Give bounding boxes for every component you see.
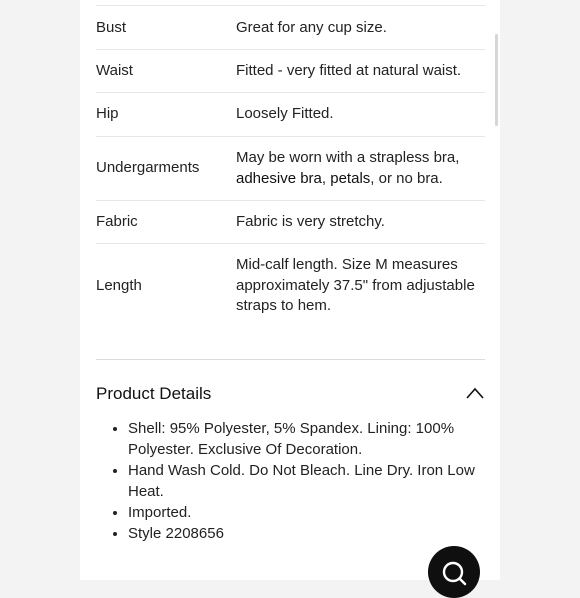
fit-label: Length — [96, 277, 142, 294]
fit-row-bust — [96, 6, 485, 50]
list-item: Imported. — [128, 502, 513, 523]
fit-label: Hip — [96, 105, 119, 123]
fit-row-length — [96, 244, 485, 360]
product-details-list — [96, 418, 513, 544]
search-chat-icon — [440, 559, 468, 587]
fit-value: Fitted - very fitted at natural waist. — [236, 61, 462, 79]
fit-row-waist — [96, 50, 485, 93]
fit-row-undergarments — [96, 137, 485, 201]
fit-label: Bust — [96, 19, 127, 36]
adhesive-bra-link[interactable]: adhesive bra — [236, 169, 322, 187]
section-divider — [96, 359, 485, 360]
fit-label: Waist — [96, 61, 133, 79]
fit-value: Fabric is very stretchy. — [236, 212, 385, 230]
fit-value: Mid-calf length. Size M measures approximately 37.5" from adjustable straps to hem. — [236, 256, 475, 314]
fit-value — [236, 148, 485, 189]
scrollbar[interactable] — [495, 34, 498, 126]
fit-label: Fabric — [96, 212, 138, 230]
product-details-toggle[interactable]: Product Details — [96, 384, 212, 403]
fit-label: Undergarments — [96, 159, 200, 177]
fit-row-fabric — [96, 201, 485, 244]
fit-value-sep: , — [321, 169, 331, 187]
chevron-up-icon[interactable] — [466, 387, 484, 399]
fit-row-hip — [96, 93, 485, 137]
list-item: Hand Wash Cold. Do Not Bleach. Line Dry. Iron Low Heat. — [128, 460, 513, 502]
fit-value-line: May be worn with a strapless bra, — [236, 149, 460, 166]
chat-button[interactable] — [428, 546, 480, 598]
petals-link[interactable]: petals — [330, 169, 371, 187]
fit-value-tail: , or no bra. — [370, 169, 443, 187]
fit-value: Loosely Fitted. — [236, 105, 334, 123]
list-item: Shell: 95% Polyester, 5% Spandex. Lining: 100% Polyester. Exclusive Of Decoration. — [128, 418, 513, 460]
fit-table — [96, 5, 485, 360]
list-item: Style 2208656 — [128, 523, 513, 544]
fit-value: Great for any cup size. — [236, 19, 387, 36]
